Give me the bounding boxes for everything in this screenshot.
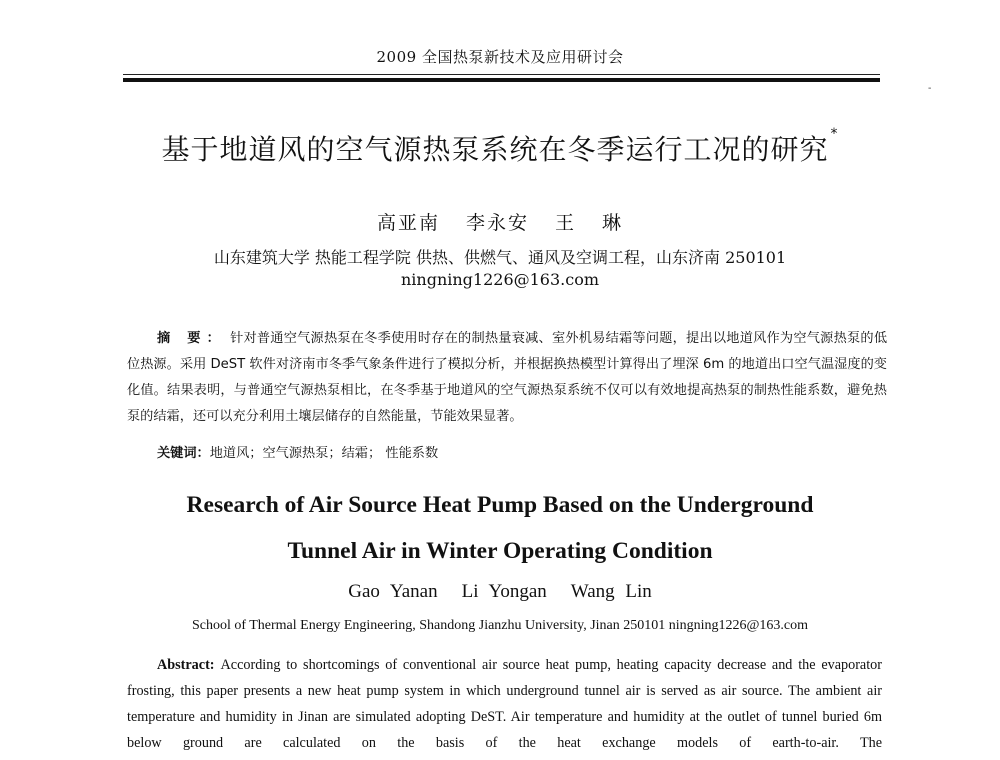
english-title-line2: Tunnel Air in Winter Operating Condition [287, 538, 713, 564]
english-abstract-text: According to shortcomings of conventional air source heat pump, heating capacity decrease and the evaporator frosting, this paper presents a new heat pump system in which underground tunnel air is served as air source. The ambient air temperature and humidity in Jinan are simulated adopting DeST. Air temperature and humidity at the outlet of tunnel buried 6m below ground are calculated on the basis of the heat exchange models of earth-to-air. The [127, 657, 882, 751]
author-1: Gao Yanan [348, 581, 438, 602]
conference-header: 2009 全国热泵新技术及应用研讨会 [376, 48, 624, 66]
scan-mark: - [928, 83, 932, 94]
header-rule-thin [123, 74, 880, 75]
author-email: ningning1226@163.com [400, 270, 600, 289]
chinese-abstract-text: 针对普通空气源热泵在冬季使用时存在的制热量衰减、室外机易结霜等问题，提出以地道风作为空气源热泵的低位热源。采用 DeST 软件对济南市冬季气象条件进行了模拟分析，并根据换热模型计算得出了埋深 6m 的地道出口空气温湿度的变化值。结果表明，与普通空气源热泵相比，在冬季基于地道风的空气源热泵系统不仅可以有效地提高热泵的制热性能系数，避免热泵的结霜，还可以充分利用土壤层储存的自然能量，节能效果显著。 [127, 331, 888, 424]
english-authors [0, 581, 1000, 603]
author-2: Li Yongan [461, 581, 547, 602]
chinese-abstract-label: 摘 要： [157, 331, 227, 346]
english-abstract [127, 652, 882, 756]
chinese-keywords [157, 442, 438, 461]
author-3: Wang Lin [570, 581, 652, 602]
header-rule-thick [123, 78, 880, 82]
title-footnote-mark: * [830, 126, 839, 142]
english-affiliation: School of Thermal Energy Engineering, Shandong Jianzhu University, Jinan 250101 ningning1226@163.com [191, 618, 809, 633]
keywords-text: 地道风；空气源热泵；结霜； 性能系数 [209, 446, 439, 461]
chinese-title [0, 128, 1000, 168]
keywords-label: 关键词： [157, 446, 210, 461]
chinese-abstract [127, 326, 887, 430]
english-abstract-label: Abstract: [157, 657, 215, 673]
chinese-authors: 高亚南 李永安 王 琳 [376, 212, 624, 234]
chinese-title-text: 基于地道风的空气源热泵系统在冬季运行工况的研究 [161, 133, 829, 166]
english-title-line1: Research of Air Source Heat Pump Based on the Underground [186, 492, 814, 518]
chinese-affiliation: 山东建筑大学 热能工程学院 供热、供燃气、通风及空调工程，山东济南 250101 [213, 248, 787, 267]
